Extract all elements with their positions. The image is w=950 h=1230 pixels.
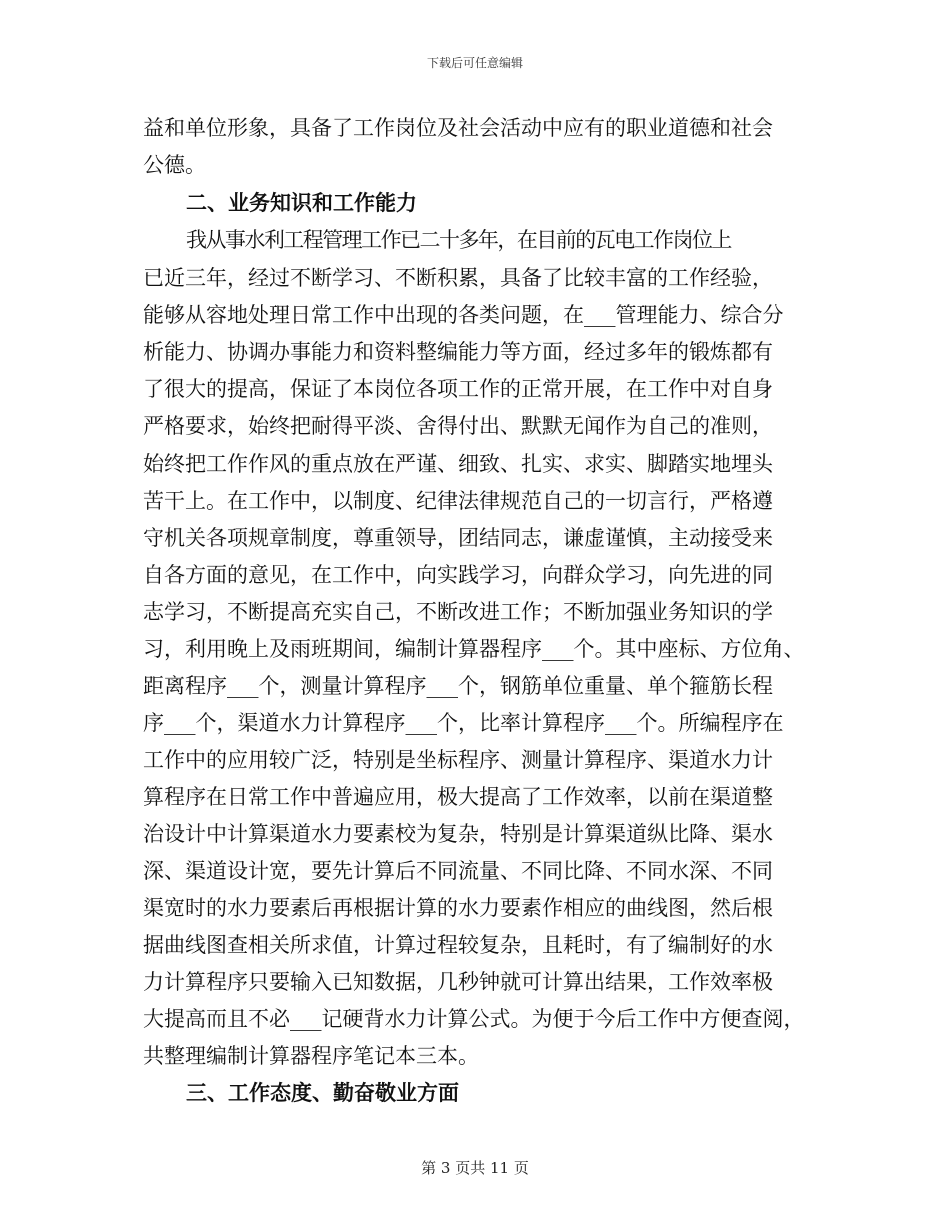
text-line: 益和单位形象，具备了工作岗位及社会活动中应有的职业道德和社会 (143, 116, 773, 140)
text-line: 距离程序___个，测量计算程序___个，钢筋单位重量、单个箍筋长程 (143, 674, 773, 698)
text-line: 工作中的应用较广泛，特别是坐标程序、测量计算程序、渠道水力计 (143, 748, 773, 772)
text-line: 我从事水利工程管理工作已二十多年，在目前的瓦电工作岗位上 (186, 228, 731, 252)
text-line: 已近三年，经过不断学习、不断积累，具备了比较丰富的工作经验， (143, 266, 773, 290)
text-line: 力计算程序只要输入已知数据，几秒钟就可计算出结果，工作效率极 (143, 970, 773, 994)
text-line: 苦干上。在工作中，以制度、纪律法律规范自己的一切言行，严格遵 (143, 489, 773, 513)
page-footer: 第 3 页共 11 页 (421, 1159, 529, 1177)
section-heading: 二、业务知识和工作能力 (186, 190, 417, 215)
text-line: 序___个，渠道水力计算程序___个，比率计算程序___个。所编程序在 (143, 711, 784, 735)
text-line: 析能力、协调办事能力和资料整编能力等方面，经过多年的锻炼都有 (143, 340, 773, 364)
text-line: 大提高而且不必___记硬背水力计算公式。为便于今后工作中方便查阅， (143, 1007, 805, 1031)
text-line: 严格要求，始终把耐得平淡、舍得付出、默默无闻作为自己的准则， (143, 414, 773, 438)
text-line: 习，利用晚上及雨班期间，编制计算器程序___个。其中座标、方位角、 (143, 637, 805, 661)
text-line: 能够从容地处理日常工作中出现的各类问题，在___管理能力、综合分 (143, 303, 784, 327)
text-line: 了很大的提高，保证了本岗位各项工作的正常开展，在工作中对自身 (143, 377, 773, 401)
text-line: 据曲线图查相关所求值，计算过程较复杂，且耗时，有了编制好的水 (143, 933, 773, 957)
text-line: 志学习，不断提高充实自己，不断改进工作；不断加强业务知识的学 (143, 600, 773, 624)
text-line: 自各方面的意见，在工作中，向实践学习，向群众学习，向先进的同 (143, 563, 773, 587)
text-line: 始终把工作作风的重点放在严谨、细致、扎实、求实、脚踏实地埋头 (143, 452, 773, 476)
page-header: 下载后可任意编辑 (426, 56, 523, 70)
text-line: 公德。 (143, 153, 206, 177)
text-line: 深、渠道设计宽，要先计算后不同流量、不同比降、不同水深、不同 (143, 859, 773, 883)
text-line: 渠宽时的水力要素后再根据计算的水力要素作相应的曲线图，然后根 (143, 896, 773, 920)
text-line: 治设计中计算渠道水力要素校为复杂，特别是计算渠道纵比降、渠水 (143, 822, 773, 846)
section-heading: 三、工作态度、勤奋敬业方面 (186, 1080, 459, 1105)
text-line: 算程序在日常工作中普遍应用，极大提高了工作效率，以前在渠道整 (143, 785, 773, 809)
text-line: 守机关各项规章制度，尊重领导，团结同志，谦虚谨慎，主动接受来 (143, 526, 773, 550)
text-line: 共整理编制计算器程序笔记本三本。 (143, 1044, 479, 1068)
